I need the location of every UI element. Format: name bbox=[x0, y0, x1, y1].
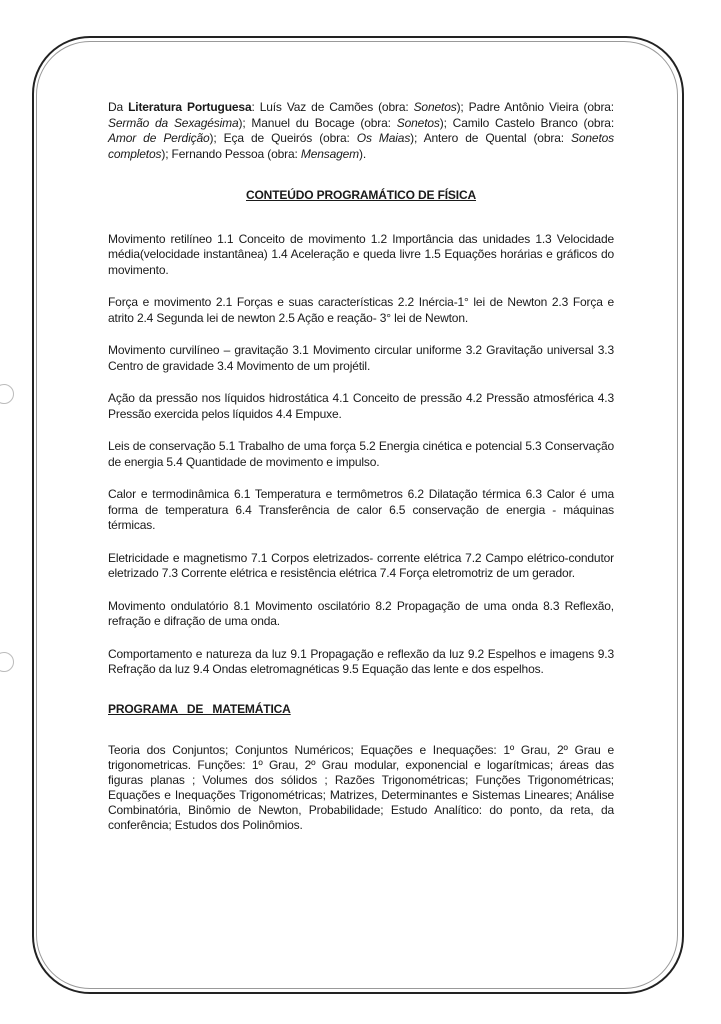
fisica-topic-5: Leis de conservação 5.1 Trabalho de uma força 5.2 Energia cinética e potencial 5.3 Conservação de energia 5.4 Quantidade de movimento e impulso. bbox=[108, 439, 614, 469]
work-title: Sonetos bbox=[413, 100, 457, 114]
fisica-topic-6: Calor e termodinâmica 6.1 Temperatura e termômetros 6.2 Dilatação térmica 6.3 Calor é uma forma de temperatura 6.4 Transferência de calor 6.5 conservação de energia - máquinas térmicas. bbox=[108, 487, 614, 532]
work-title: Amor de Perdição bbox=[108, 131, 210, 145]
matematica-heading: PROGRAMA DE MATEMÁTICA bbox=[108, 701, 291, 716]
fisica-topic-1: Movimento retilíneo 1.1 Conceito de movimento 1.2 Importância das unidades 1.3 Velocidade média(velocidade instantânea) 1.4 Aceleração e queda livre 1.5 Equações horárias e gráficos do movimento. bbox=[108, 231, 614, 277]
work-title: Sonetos bbox=[396, 115, 440, 130]
literature-heading: Literatura Portuguesa bbox=[128, 100, 252, 114]
punch-hole-top bbox=[0, 384, 14, 404]
literature-paragraph: Da Literatura Portuguesa: Luís Vaz de Camões (obra: Sonetos); Padre Antônio Vieira (obra: Sermão da Sexagésima); Manuel du Bocage (obra: Sonetos); Camilo Castelo Branco (obra: Amor de Perdição); Eça de Queirós (obra: Os Maias); Antero de Quental (obra: Sonetos completos); Fernando Pessoa (obra: Mensagem). bbox=[108, 100, 615, 161]
matematica-paragraph: Teoria dos Conjuntos; Conjuntos Numéricos; Equações e Inequações: 1º Grau, 2º Grau e trigonometricas. Funções: 1º Grau, 2º Grau modular, exponencial e logarítmicas; áreas das figuras planas ; Volumes dos sólidos ; Razões Trigonométricas; Funções Trigonométricas; Equações e Inequações Trigonométricas; Matrizes, Determinantes e Sistemas Lineares; Análise Combinatória, Binômio de Newton, Probabilidade; Estudo Analítico: do ponto, da reta, da conferência; Estudos dos Polinômios. bbox=[108, 743, 614, 832]
work-title: Os Maias bbox=[356, 131, 411, 145]
fisica-heading: CONTEÚDO PROGRAMÁTICO DE FÍSICA bbox=[245, 188, 477, 202]
fisica-topic-8: Movimento ondulatório 8.1 Movimento oscilatório 8.2 Propagação de uma onda 8.3 Reflexão, refração e difração de uma onda. bbox=[108, 598, 614, 628]
fisica-topic-4: Ação da pressão nos líquidos hidrostática 4.1 Conceito de pressão 4.2 Pressão atmosférica 4.3 Pressão exercida pelos líquidos 4.4 Empuxe. bbox=[108, 391, 614, 421]
document-body bbox=[108, 100, 614, 833]
work-title: Sermão da Sexagésima bbox=[108, 115, 239, 130]
work-title: Mensagem bbox=[300, 146, 360, 161]
fisica-topic-3: Movimento curvilíneo – gravitação 3.1 Movimento circular uniforme 3.2 Gravitação universal 3.3 Centro de gravidade 3.4 Movimento de um projétil. bbox=[108, 343, 614, 373]
fisica-topic-7: Eletricidade e magnetismo 7.1 Corpos eletrizados- corrente elétrica 7.2 Campo elétrico-condutor eletrizado 7.3 Corrente elétrica e resistência elétrica 7.4 Força eletromotriz de um gerador. bbox=[108, 550, 614, 580]
fisica-topic-9: Comportamento e natureza da luz 9.1 Propagação e reflexão da luz 9.2 Espelhos e imagens 9.3 Refração da luz 9.4 Ondas eletromagnéticas 9.5 Equação das lente e dos espelhos. bbox=[108, 646, 614, 676]
punch-hole-bottom bbox=[0, 652, 14, 672]
work-title: Sonetos completos bbox=[108, 131, 614, 161]
fisica-topic-2: Força e movimento 2.1 Forças e suas características 2.2 Inércia-1° lei de Newton 2.3 Força e atrito 2.4 Segunda lei de newton 2.5 Ação e reação- 3° lei de Newton. bbox=[108, 295, 614, 325]
